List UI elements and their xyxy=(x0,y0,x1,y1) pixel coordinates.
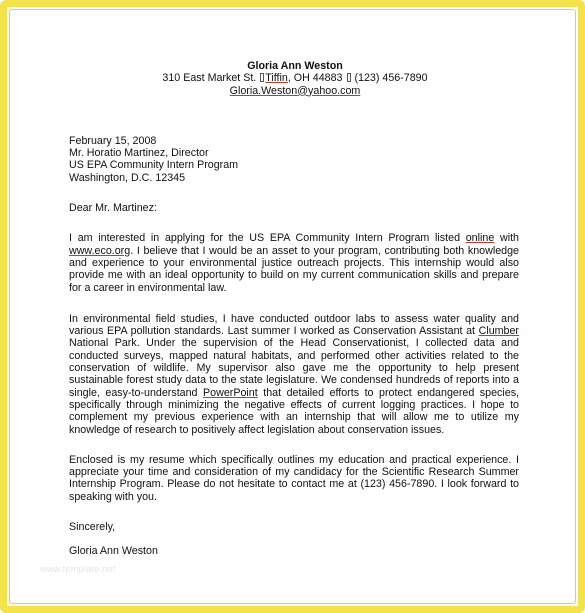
sender-email-line xyxy=(71,85,519,97)
body-paragraph-1: I am interested in applying for the US EPA Community Intern Program listed online with www.eco.org. I believe that I would be an asset to your program, contributing both knowledge and experience to your environmental justice outreach projects. This internship would also provide me with an ideal opportunity to build on my current communication skills and prepare for a career in environmental law. xyxy=(69,232,519,294)
sender-name: Gloria Ann Weston xyxy=(247,60,343,72)
placeholder-glyph-icon xyxy=(347,73,351,82)
website-link[interactable]: www.eco.org xyxy=(69,244,131,257)
body-paragraph-3: Enclosed is my resume which specifically outlines my education and practical experience. I appreciate your time and consideration of my candidacy for the Scientific Research Summer Internship Program. Please do not hesitate to contact me at (123) 456-7890. I look forward to speaking with you. xyxy=(69,453,519,503)
salutation: Dear Mr. Martinez: xyxy=(69,202,157,215)
recipient-block xyxy=(69,135,519,184)
letter-page xyxy=(69,60,519,558)
signature-name: Gloria Ann Weston xyxy=(69,545,158,558)
closing: Sincerely, xyxy=(69,521,116,534)
recipient-name: Mr. Horatio Martinez, Director xyxy=(69,147,209,160)
sender-city: Tiffin xyxy=(265,72,288,85)
sender-phone: (123) 456-7890 xyxy=(354,72,428,85)
sender-address-line xyxy=(71,72,519,84)
letter-date: February 15, 2008 xyxy=(69,134,157,147)
park-name: Clumber xyxy=(478,325,519,338)
sender-state-zip: , OH 44883 xyxy=(287,72,343,85)
sender-email-link[interactable]: Gloria.Weston@yahoo.com xyxy=(229,84,361,97)
body-paragraph-2: In environmental field studies, I have conducted outdoor labs to assess water quality and various EPA pollution standards. Last summer I worked as Conservation Assistant at Clumber National Park. Under the supervision of the Head Conservationist, I collected data and conducted surveys, mapped natural habitats, and performed other activities related to the conservation of wildlife. My supervisor also gave me the opportunity to help present sustainable forest study data to the state legislature. We condensed hundreds of reports into a single, easy-to-understand PowerPoint that detailed efforts to protect endangered species, specifically through minimizing the negative effects of current logging practices. I hope to complement my previous experience with an internship that will allow me to utilize my knowledge of research to positively affect legislation about conservation issues. xyxy=(69,312,520,436)
recipient-organization: US EPA Community Intern Program xyxy=(69,159,239,172)
sender-street: 310 East Market St. xyxy=(162,72,257,85)
online-link[interactable]: online xyxy=(465,232,495,245)
placeholder-glyph-icon xyxy=(260,73,264,82)
watermark-text: www.template.net xyxy=(40,564,116,574)
recipient-location: Washington, D.C. 12345 xyxy=(69,171,186,184)
letter-header xyxy=(71,60,519,97)
powerpoint-term: PowerPoint xyxy=(203,386,258,399)
